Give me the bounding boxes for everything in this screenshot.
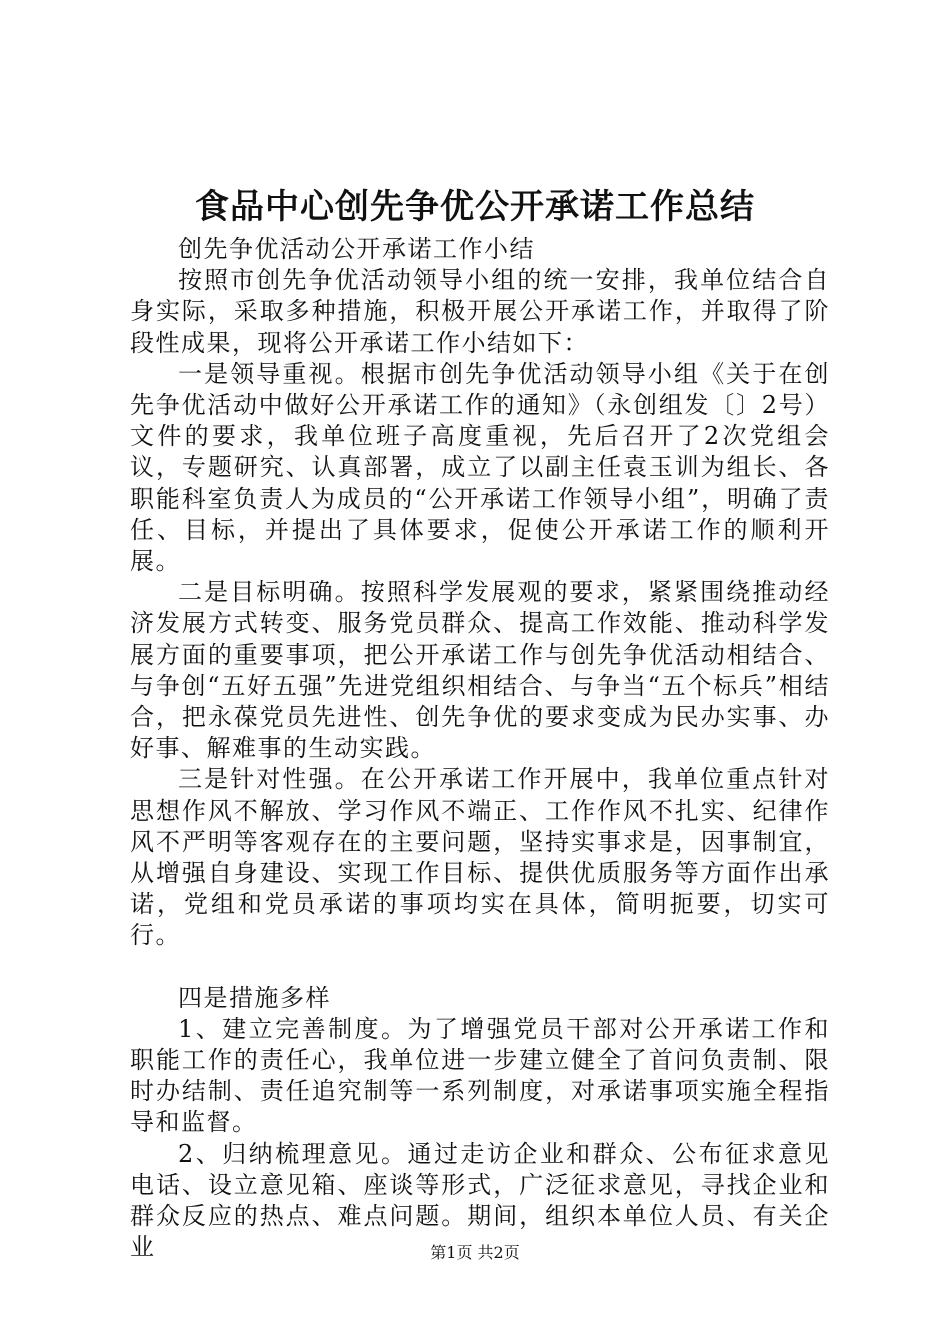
document-body xyxy=(130,234,830,1264)
paragraph-point-2: 二是目标明确。按照科学发展观的要求，紧紧围绕推动经济发展方式转变、服务党员群众、提高工作效能、推动科学发展方面的重要事项，把公开承诺工作与创先争优活动相结合、与争创“五好五强”先进党组织相结合、与争当“五个标兵”相结合，把永葆党员先进性、创先争优的要求变成为民办实事、办好事、解难事的生动实践。 xyxy=(130,578,830,763)
paragraph-intro: 按照市创先争优活动领导小组的统一安排，我单位结合自身实际，采取多种措施，积极开展公开承诺工作，并取得了阶段性成果，现将公开承诺工作小结如下： xyxy=(130,266,830,357)
page-footer: 第1页 共2页 xyxy=(430,1243,520,1262)
paragraph-point-4-heading: 四是措施多样 xyxy=(178,983,331,1012)
paragraph-point-1: 一是领导重视。根据市创先争优活动领导小组《关于在创先争优活动中做好公开承诺工作的通知》（永创组发〔〕2号）文件的要求，我单位班子高度重视，先后召开了2次党组会议，专题研究、认真部署，成立了以副主任袁玉训为组长、各职能科室负责人为成员的“公开承诺工作领导小组”，明确了责任、目标，并提出了具体要求，促使公开承诺工作的顺利开展。 xyxy=(130,359,830,576)
document-title: 食品中心创先争优公开承诺工作总结 xyxy=(195,187,755,227)
paragraph-point-3: 三是针对性强。在公开承诺工作开展中，我单位重点针对思想作风不解放、学习作风不端正、工作作风不扎实、纪律作风不严明等客观存在的主要问题，坚持实事求是，因事制宜，从增强自身建设、实现工作目标、提供优质服务等方面作出承诺，党组和党员承诺的事项均实在具体，简明扼要，切实可行。 xyxy=(130,765,830,950)
paragraph-measure-2: 2、归纳梳理意见。通过走访企业和群众、公布征求意见电话、设立意见箱、座谈等形式，广泛征求意见，寻找企业和群众反应的热点、难点问题。期间，组织本单位人员、有关企业 xyxy=(130,1139,830,1262)
paragraph-subtitle: 创先争优活动公开承诺工作小结 xyxy=(178,235,535,263)
paragraph-measure-1: 1、建立完善制度。为了增强党员干部对公开承诺工作和职能工作的责任心，我单位进一步建立健全了首问负责制、限时办结制、责任追究制等一系列制度，对承诺事项实施全程指导和监督。 xyxy=(130,1014,830,1137)
